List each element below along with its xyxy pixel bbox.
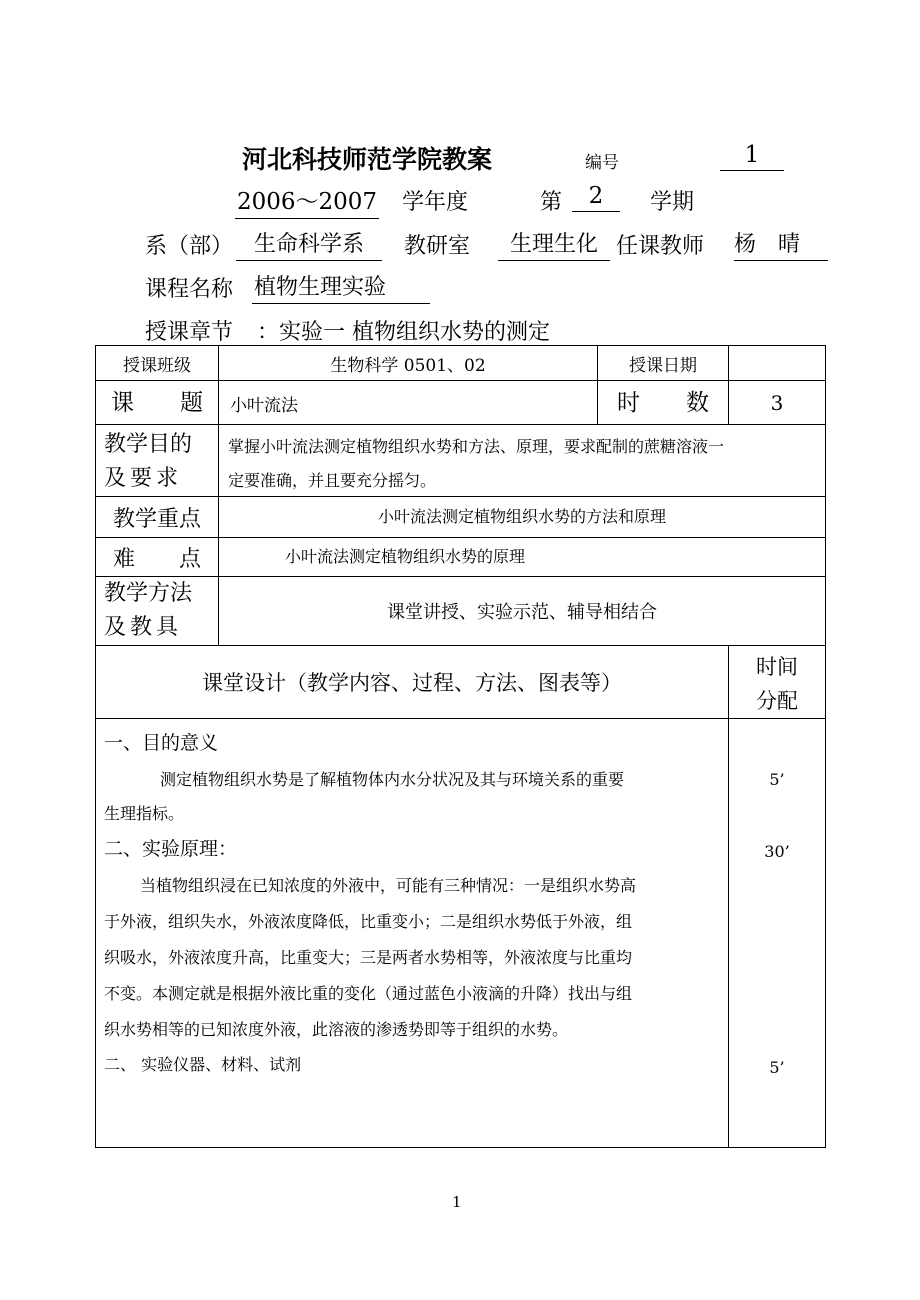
key-value: 小叶流法测定植物组织水势的方法和原理 xyxy=(377,507,666,526)
chapter-value: ：实验一 植物组织水势的测定 xyxy=(257,320,550,345)
dept-value: 生命科学系 xyxy=(236,227,382,261)
course-value: 植物生理实验 xyxy=(252,270,430,304)
teacher-value: 杨 晴 xyxy=(734,227,828,261)
goal-label-2: 及要求 xyxy=(104,466,183,491)
hours-value: 3 xyxy=(770,390,784,415)
diff-value: 小叶流法测定植物组织水势的原理 xyxy=(285,547,526,566)
office-label: 教研室 xyxy=(404,234,471,259)
date-value xyxy=(729,346,825,380)
section-1-line-2: 生理指标。 xyxy=(104,804,185,823)
class-value: 生物科学 0501、02 xyxy=(330,355,486,376)
term-value: 2 xyxy=(572,183,620,212)
number-label: 编号 xyxy=(585,153,619,173)
time-label-2: 分配 xyxy=(756,689,798,713)
section-2-time: 30’ xyxy=(764,842,790,861)
section-2-line-4: 不变。本测定就是根据外液比重的变化（通过蓝色小液滴的升降）找出与组 xyxy=(104,984,633,1003)
dept-label: 系（部） xyxy=(145,234,234,259)
number-value: 1 xyxy=(720,142,784,171)
section-2-line-2: 于外液，组织失水，外液浓度降低，比重变小；二是组织水势低于外液，组 xyxy=(104,912,633,931)
course-label: 课程名称 xyxy=(145,277,234,302)
term-suffix: 学期 xyxy=(650,190,695,215)
goal-label-1: 教学目的 xyxy=(104,432,193,457)
section-1-line-1: 测定植物组织水势是了解植物体内水分状况及其与环境关系的重要 xyxy=(160,770,625,789)
section-3-time: 5’ xyxy=(769,1058,785,1077)
chapter-label: 授课章节 xyxy=(145,320,234,345)
year-value: 2006～2007 xyxy=(235,183,379,219)
section-2-line-5: 织水势相等的已知浓度外液，此溶液的渗透势即等于组织的水势。 xyxy=(104,1020,569,1039)
method-label-1: 教学方法 xyxy=(104,581,193,606)
diff-label: 难 点 xyxy=(112,546,201,572)
class-label: 授课班级 xyxy=(123,355,191,376)
hours-label: 时 数 xyxy=(617,389,709,416)
topic-value: 小叶流法 xyxy=(230,396,298,416)
year-label: 学年度 xyxy=(402,190,469,215)
term-prefix: 第 xyxy=(540,190,563,215)
section-1-time: 5’ xyxy=(769,770,785,789)
page-number: 1 xyxy=(452,1193,462,1211)
time-label-1: 时间 xyxy=(756,655,798,679)
section-2-line-3: 织吸水，外液浓度升高，比重变大；三是两者水势相等，外液浓度与比重均 xyxy=(104,948,633,967)
section-3-heading: 二、 实验仪器、材料、试剂 xyxy=(104,1055,302,1074)
date-label: 授课日期 xyxy=(629,355,697,376)
document-title: 河北科技师范学院教案 xyxy=(242,145,493,174)
section-2-heading: 二、实验原理： xyxy=(104,838,238,860)
method-value: 课堂讲授、实验示范、辅导相结合 xyxy=(387,602,657,623)
design-title: 课堂设计（教学内容、过程、方法、图表等） xyxy=(202,671,622,695)
section-2-line-1: 当植物组织浸在已知浓度的外液中，可能有三种情况：一是组织水势高 xyxy=(140,876,637,895)
key-label: 教学重点 xyxy=(112,506,201,532)
goal-line-2: 定要准确，并且要充分摇匀。 xyxy=(228,471,437,490)
teacher-label: 任课教师 xyxy=(616,234,705,259)
goal-line-1: 掌握小叶流法测定植物组织水势和方法、原理，要求配制的蔗糖溶液一 xyxy=(228,437,725,456)
office-value: 生理生化 xyxy=(498,227,610,261)
method-label-2: 及教具 xyxy=(104,615,183,640)
section-1-heading: 一、目的意义 xyxy=(104,732,219,754)
topic-label: 课 题 xyxy=(111,389,203,416)
